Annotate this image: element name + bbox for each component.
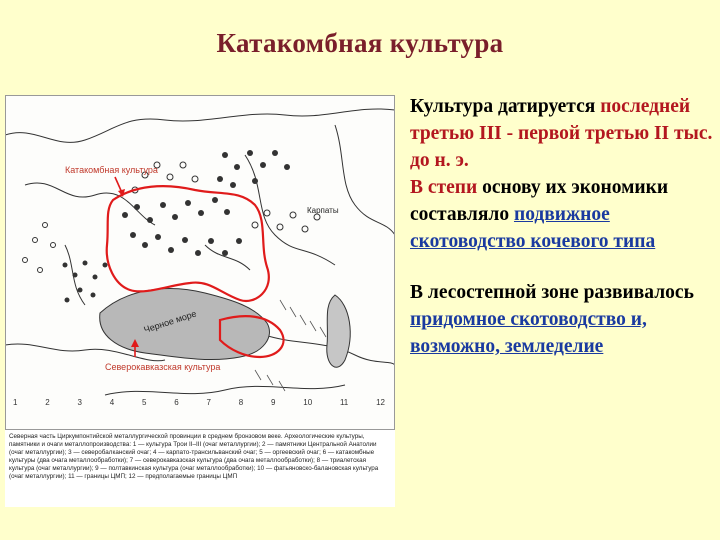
- forest-steppe-highlight: придомное скотоводство и, возможно, земледелие: [410, 309, 647, 357]
- map-label-carpathians: Карпаты: [307, 206, 339, 215]
- legend-item: 2: [45, 397, 50, 407]
- forest-steppe-text: В лесостепной зоне развивалось: [410, 282, 694, 303]
- map-label-black-sea: Черное море: [142, 308, 198, 335]
- slide-title: Катакомбная культура: [216, 28, 504, 58]
- legend-item: 3: [77, 397, 82, 407]
- steppe-highlight: подвижное скотоводство кочевого типа: [410, 204, 656, 252]
- map-label-catacomb: Катакомбная культура: [65, 165, 158, 175]
- slide-text: [410, 93, 715, 360]
- dating-range: последней третью III - первой третью II тыс. до н. э.: [410, 96, 713, 171]
- paragraph-steppe: [410, 174, 715, 255]
- paragraph-dating: [410, 93, 715, 174]
- legend-item: 10: [303, 397, 313, 407]
- legend-item: 6: [174, 397, 179, 407]
- paragraph-forest-steppe: [410, 279, 715, 360]
- legend-item: 1: [13, 397, 18, 407]
- archaeological-map: [5, 95, 395, 507]
- steppe-text: основу их экономики составляло: [410, 177, 669, 225]
- legend-item: 8: [238, 397, 244, 407]
- steppe-label: В степи: [410, 177, 478, 198]
- map-legend: [13, 395, 385, 409]
- map-drawing: [5, 95, 395, 430]
- legend-item: 9: [271, 397, 276, 407]
- map-label-north-caucasus: Северокавказская культура: [105, 362, 221, 372]
- legend-item: 12: [376, 397, 385, 407]
- legend-item: 11: [339, 397, 349, 407]
- legend-item: 4: [109, 397, 115, 407]
- legend-item: 7: [206, 397, 211, 407]
- legend-item: 5: [142, 397, 147, 407]
- dating-intro: Культура датируется: [410, 96, 596, 117]
- map-caption: Северная часть Циркумпонтийской металлургической провинции в среднем бронзовом веке. Археологические культуры, памятники и очаги металлопроизводства: 1 — культура Трои II–III (очаг металлургии); 2 — памятники Центральной Анатолии (очаг металлургии); 3 — северобалканский очаг; 4 — карпато-трансильванский очаг; 5 — оргеевский очаг; 6 — катакомбные культуры (два очага металлообработки); 7 — северокавказская культура (два очага металлообработки); 8 — триалетская культура (очаг металлургии); 9 — полтавкинская культура (очаг металлообработки); 10 — фатьяновско-балановская культура (очаг металлургии); 11 — границы ЦМП; 12 — предполагаемые границы ЦМП: [9, 433, 379, 480]
